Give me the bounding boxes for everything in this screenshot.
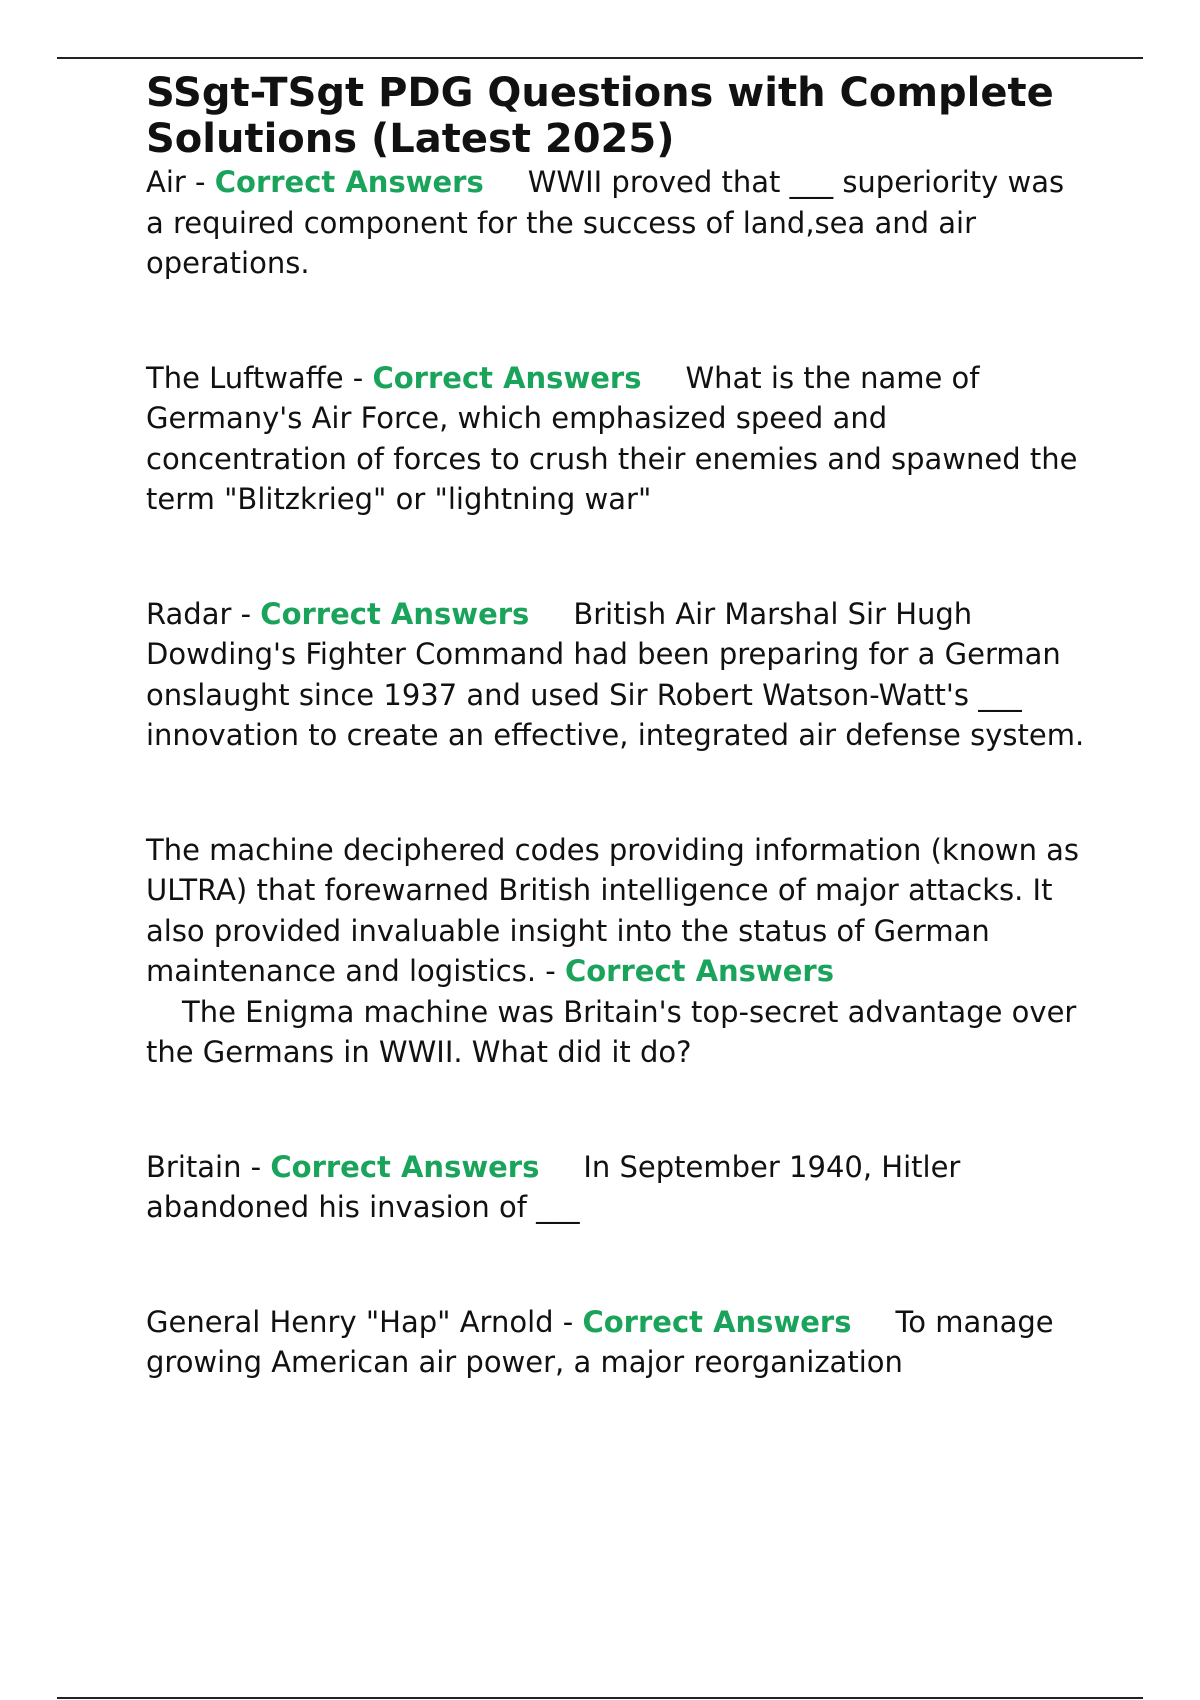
correct-answers-label: Correct Answers [260, 596, 530, 631]
correct-answers-label: Correct Answers [372, 360, 642, 395]
question-text: WWII proved that ___ superiority was a required component for the success of land,sea and air operations. [146, 165, 1065, 280]
question-text: To manage growing American air power, a major reorganization [146, 1304, 1054, 1379]
top-rule [57, 57, 1143, 59]
qa-item-2 [146, 358, 1086, 520]
qa-item-4 [146, 830, 1086, 1073]
question-text: What is the name of Germany's Air Force, which emphasized speed and concentration of forces to crush their enemies and spawned the term "Blitzkrieg" or "lightning war" [146, 360, 1078, 516]
bottom-rule [57, 1697, 1143, 1699]
answer-text: General Henry "Hap" Arnold - [146, 1304, 574, 1339]
question-text: The Enigma machine was Britain's top-secret advantage over the Germans in WWII. What did it do? [146, 994, 1077, 1069]
qa-item-6 [146, 1302, 1086, 1383]
correct-answers-label: Correct Answers [270, 1149, 540, 1184]
correct-answers-label: Correct Answers [582, 1304, 852, 1339]
question-text: In September 1940, Hitler abandoned his invasion of ___ [146, 1149, 961, 1224]
answer-text: The machine deciphered codes providing information (known as ULTRA) that forewarned British intelligence of major attacks. It also provided invaluable insight into the status of German maintenance and logistics. - [146, 832, 1080, 988]
question-text: British Air Marshal Sir Hugh Dowding's Fighter Command had been preparing for a German onslaught since 1937 and used Sir Robert Watson-Watt's ___ innovation to create an effective, integrated air defense system. [146, 596, 1085, 752]
answer-text: Air - [146, 165, 206, 199]
qa-item-3 [146, 594, 1086, 756]
qa-item-1 [146, 162, 1086, 284]
document-body [146, 70, 1086, 1383]
page-title: SSgt-TSgt PDG Questions with Complete Solutions (Latest 2025) [146, 70, 1054, 162]
qa-item-5 [146, 1147, 1086, 1228]
answer-text: Britain - [146, 1149, 262, 1184]
answer-text: The Luftwaffe - [146, 360, 364, 395]
correct-answers-label: Correct Answers [214, 165, 484, 199]
answer-text: Radar - [146, 596, 252, 631]
correct-answers-label: Correct Answers [564, 954, 834, 988]
